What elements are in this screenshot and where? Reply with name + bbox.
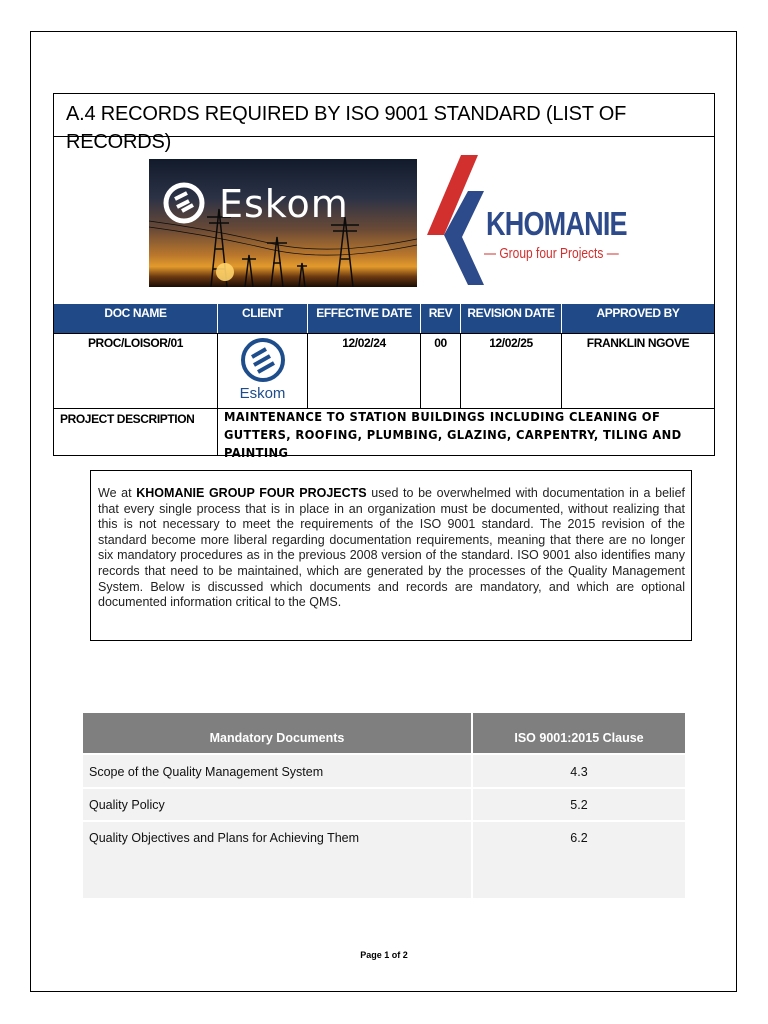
doc-name-value: PROC/LOISOR/01	[54, 333, 218, 409]
revision-date-value: 12/02/25	[461, 333, 562, 409]
header-approved-by: APPROVED BY	[562, 304, 714, 333]
page-title: A.4 RECORDS REQUIRED BY ISO 9001 STANDARD (LIST OF RECORDS)	[54, 94, 714, 137]
header-rev: REV	[421, 304, 461, 333]
table-row: Scope of the Quality Management System	[89, 765, 324, 779]
eskom-small-wordmark: Eskom	[239, 385, 286, 402]
khomanie-subtitle: — Group four Projects —	[484, 245, 619, 262]
rev-value: 00	[421, 333, 461, 409]
project-description-label: PROJECT DESCRIPTION	[60, 412, 195, 426]
table-row: Quality Objectives and Plans for Achieving Them	[89, 831, 360, 845]
table-row: Quality Policy	[89, 798, 165, 812]
eskom-logo-icon	[175, 193, 193, 211]
khomanie-logo	[416, 155, 636, 290]
intro-body: used to be overwhelmed with documentation in a belief that every single process that is in place in an organization must be documented, without realizing that this is not necessary to meet the requirements of the ISO 9001 standard. The 2015 revision of the standard become more liberal regarding documentation requirements, meaning that there are no longer six mandatory procedures as in the previous 2008 version of the standard. ISO 9001 also identifies many records that need to be maintained, which are generated by the processes of the Quality Management System. Below is discussed which documents and records are mandatory, and which are optional documented information critical to the QMS.	[98, 486, 686, 610]
client-logo-cell	[218, 333, 308, 409]
document-header-table	[53, 93, 715, 460]
docs-header-clause: ISO 9001:2015 Clause	[473, 713, 685, 753]
header-effective-date: EFFECTIVE DATE	[308, 304, 421, 333]
intro-paragraph	[90, 470, 692, 641]
header-client: CLIENT	[218, 304, 308, 333]
project-description-text: MAINTENANCE TO STATION BUILDINGS INCLUDING CLEANING OF GUTTERS, ROOFING, PLUMBING, GLAZING, CARPENTRY, TILING AND PAINTING	[224, 409, 682, 460]
approved-by-value: FRANKLIN NGOVE	[586, 336, 690, 350]
eskom-banner-image	[149, 159, 417, 287]
table-cell-clause: 5.2	[570, 798, 588, 812]
eskom-wordmark: Eskom	[219, 182, 349, 226]
eskom-logo-icon	[238, 337, 288, 383]
intro-company-name: KHOMANIE GROUP FOUR PROJECTS	[136, 486, 367, 500]
khomanie-title: KHOMANIE	[486, 205, 627, 242]
header-revision-date: REVISION DATE	[461, 304, 562, 333]
effective-date-value: 12/02/24	[308, 333, 421, 409]
table-cell-clause: 6.2	[570, 831, 588, 845]
table-cell-clause: 4.3	[570, 765, 588, 779]
logo-row	[54, 137, 714, 305]
page-number: Page 1 of 2	[360, 950, 408, 960]
intro-prefix: We at	[98, 486, 137, 500]
header-doc-name: DOC NAME	[54, 304, 218, 333]
docs-header-documents: Mandatory Documents	[83, 713, 471, 753]
khomanie-chevron-icon	[416, 155, 486, 290]
